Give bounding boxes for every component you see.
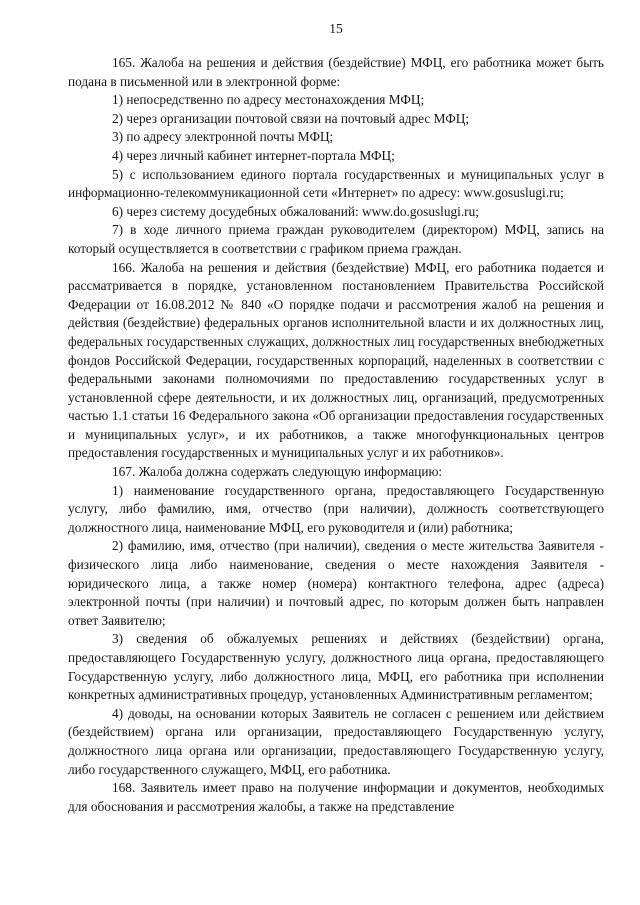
list-item-167-4: 4) доводы, на основании которых Заявитель не согласен с решением или действием (бездействием) органа или организации, предоставляющего Государственную услугу, должностного лица органа или организации, предоставляющего Государственную услугу, либо государственного служащего, МФЦ, его работника.: [68, 705, 604, 777]
list-item-165-5: 5) с использованием единого портала государственных и муниципальных услуг в информационно-телекоммуникационной сети «Интернет» по адресу: www.gosuslugi.ru;: [68, 166, 604, 201]
list-item-167-2: 2) фамилию, имя, отчество (при наличии), сведения о месте жительства Заявителя - физического лица либо наименование, сведения о месте нахождения Заявителя - юридического лица, а также номер (номера) контактного телефона, адрес (адреса) электронной почты (при наличии) и почтовый адрес, по которым должен быть направлен ответ Заявителю;: [68, 538, 604, 628]
paragraph-168: 168. Заявитель имеет право на получение информации и документов, необходимых для обоснования и рассмотрения жалобы, а также на представление: [68, 780, 604, 814]
list-item-165-7: 7) в ходе личного приема граждан руководителем (директором) МФЦ, запись на который осуществляется в соответствии с графиком приема граждан.: [68, 222, 604, 256]
list-item-165-4: 4) через личный кабинет интернет-портала МФЦ;: [112, 147, 395, 163]
page-number: 15: [329, 21, 343, 36]
list-item-167-1: 1) наименование государственного органа, предоставляющего Государственную услугу, либо фамилию, имя, отчество (при наличии), должность соответствующего должностного лица, наименование МФЦ, его руководителя и (или) работника;: [68, 482, 604, 535]
paragraph-166: 166. Жалоба на решения и действия (бездействие) МФЦ, его работника подается и рассматривается в порядке, установленном постановлением Правительства Российской Федерации от 16.08.2012 № 840 «О порядке подачи и рассмотрения жалоб на решения и действия (бездействие) федеральных органов исполнительной власти и их должностных лиц, федеральных государственных служащих, должностных лиц государственных внебюджетных фондов Российской Федерации, государственных корпораций, наделенных в соответствии с федеральными законами полномочиями по предоставлению государственных услуг в установленной сфере деятельности, и их должностных лиц, организаций, предусмотренных частью 1.1 статьи 16 Федерального закона «Об организации предоставления государственных и муниципальных услуг», и их работников, а также многофункциональных центров предоставления государственных и муниципальных услуг и их работников».: [68, 259, 604, 461]
list-item-165-1: 1) непосредственно по адресу местонахождения МФЦ;: [112, 92, 425, 108]
paragraph-165: 165. Жалоба на решения и действия (бездействие) МФЦ, его работника может быть подана в письменной или в электронной форме:: [68, 55, 604, 89]
list-item-165-6: 6) через систему досудебных обжалований: www.do.gosuslugi.ru;: [112, 203, 479, 219]
list-item-165-3: 3) по адресу электронной почты МФЦ;: [112, 129, 334, 145]
paragraph-167: 167. Жалоба должна содержать следующую информацию:: [112, 464, 443, 480]
list-item-167-3: 3) сведения об обжалуемых решениях и действиях (бездействии) органа, предоставляющего Государственную услугу, должностного лица органа, предоставляющего Государственную услугу, либо должностного лица, МФЦ, его работника при исполнении конкретных административных процедур, установленных Административным регламентом;: [68, 631, 604, 703]
list-item-165-2: 2) через организации почтовой связи на почтовый адрес МФЦ;: [112, 110, 470, 126]
